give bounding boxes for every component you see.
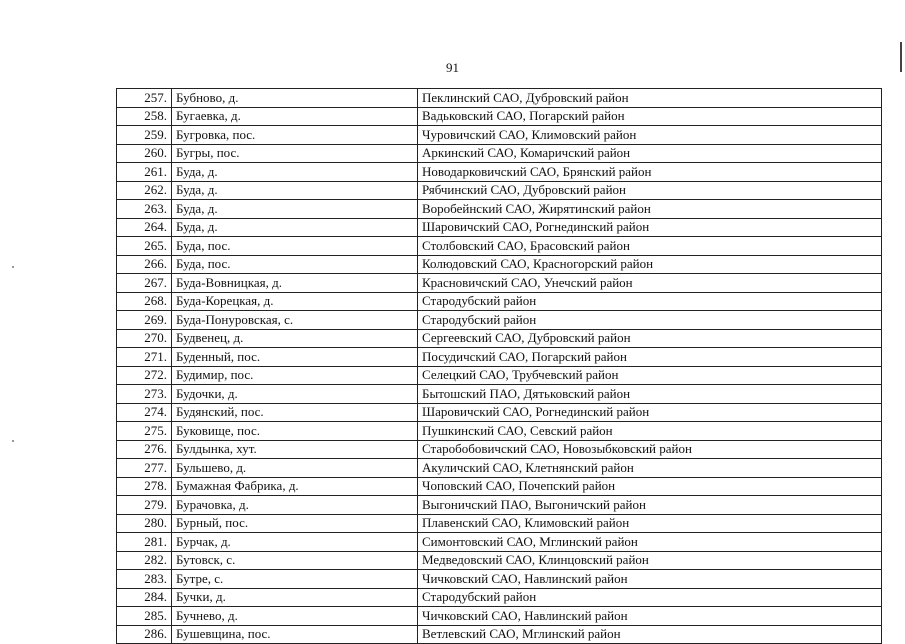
settlement-name: Булдынка, хут. [172, 440, 418, 459]
row-number: 260. [117, 144, 172, 163]
row-number: 270. [117, 329, 172, 348]
table-row [117, 477, 882, 496]
settlement-name: Бушевщина, пос. [172, 625, 418, 644]
administrative-district: Ветлевский САО, Мглинский район [418, 625, 882, 644]
row-number: 266. [117, 255, 172, 274]
table-row [117, 255, 882, 274]
settlement-name: Будвенец, д. [172, 329, 418, 348]
administrative-district: Бытошский ПАО, Дятьковский район [418, 385, 882, 404]
row-number: 279. [117, 496, 172, 515]
settlements-table-body [117, 89, 882, 644]
row-number: 263. [117, 200, 172, 219]
administrative-district: Медведовский САО, Клинцовский район [418, 551, 882, 570]
settlement-name: Буда, д. [172, 163, 418, 182]
settlement-name: Буда, д. [172, 218, 418, 237]
settlement-name: Бучки, д. [172, 588, 418, 607]
administrative-district: Старобобовичский САО, Новозыбковский район [418, 440, 882, 459]
administrative-district: Рябчинский САО, Дубровский район [418, 181, 882, 200]
row-number: 275. [117, 422, 172, 441]
table-row [117, 107, 882, 126]
administrative-district: Вадьковский САО, Погарский район [418, 107, 882, 126]
row-number: 286. [117, 625, 172, 644]
settlement-name: Бумажная Фабрика, д. [172, 477, 418, 496]
table-row [117, 218, 882, 237]
settlement-name: Бутре, с. [172, 570, 418, 589]
row-number: 267. [117, 274, 172, 293]
table-row [117, 533, 882, 552]
row-number: 271. [117, 348, 172, 367]
row-number: 283. [117, 570, 172, 589]
table-row [117, 496, 882, 515]
table-row [117, 200, 882, 219]
table-row [117, 366, 882, 385]
row-number: 259. [117, 126, 172, 145]
row-number: 274. [117, 403, 172, 422]
row-number: 281. [117, 533, 172, 552]
row-number: 265. [117, 237, 172, 256]
settlement-name: Буда, д. [172, 200, 418, 219]
row-number: 269. [117, 311, 172, 330]
table-row [117, 89, 882, 108]
settlement-name: Бучнево, д. [172, 607, 418, 626]
administrative-district: Чуровичский САО, Климовский район [418, 126, 882, 145]
administrative-district: Красновичский САО, Унечский район [418, 274, 882, 293]
administrative-district: Пушкинский САО, Севский район [418, 422, 882, 441]
table-row [117, 348, 882, 367]
table-row [117, 237, 882, 256]
settlements-table [116, 88, 882, 644]
settlement-name: Буковище, пос. [172, 422, 418, 441]
row-number: 285. [117, 607, 172, 626]
administrative-district: Симонтовский САО, Мглинский район [418, 533, 882, 552]
administrative-district: Плавенский САО, Климовский район [418, 514, 882, 533]
table-row [117, 588, 882, 607]
table-row [117, 551, 882, 570]
table-row [117, 607, 882, 626]
administrative-district: Чоповский САО, Почепский район [418, 477, 882, 496]
table-row [117, 570, 882, 589]
administrative-district: Чичковский САО, Навлинский район [418, 607, 882, 626]
administrative-district: Чичковский САО, Навлинский район [418, 570, 882, 589]
settlement-name: Буда, д. [172, 181, 418, 200]
administrative-district: Аркинский САО, Комаричский район [418, 144, 882, 163]
table-row [117, 144, 882, 163]
settlement-name: Буда, пос. [172, 255, 418, 274]
administrative-district: Стародубский район [418, 292, 882, 311]
settlement-name: Бугровка, пос. [172, 126, 418, 145]
row-number: 268. [117, 292, 172, 311]
scan-speck [12, 440, 14, 442]
page-number: 91 [446, 60, 459, 75]
administrative-district: Воробейнский САО, Жирятинский район [418, 200, 882, 219]
administrative-district: Шаровичский САО, Рогнединский район [418, 218, 882, 237]
table-row [117, 514, 882, 533]
row-number: 282. [117, 551, 172, 570]
settlement-name: Бубново, д. [172, 89, 418, 108]
row-number: 280. [117, 514, 172, 533]
settlement-name: Буда, пос. [172, 237, 418, 256]
table-row [117, 385, 882, 404]
row-number: 276. [117, 440, 172, 459]
settlement-name: Буда-Вовницкая, д. [172, 274, 418, 293]
settlement-name: Будянский, пос. [172, 403, 418, 422]
row-number: 264. [117, 218, 172, 237]
settlement-name: Бутовск, с. [172, 551, 418, 570]
table-row [117, 311, 882, 330]
table-row [117, 422, 882, 441]
row-number: 278. [117, 477, 172, 496]
administrative-district: Выгоничский ПАО, Выгоничский район [418, 496, 882, 515]
settlement-name: Бурный, пос. [172, 514, 418, 533]
table-row [117, 329, 882, 348]
row-number: 258. [117, 107, 172, 126]
row-number: 284. [117, 588, 172, 607]
administrative-district: Стародубский район [418, 311, 882, 330]
row-number: 273. [117, 385, 172, 404]
settlement-name: Буда-Корецкая, д. [172, 292, 418, 311]
table-row [117, 126, 882, 145]
administrative-district: Сергеевский САО, Дубровский район [418, 329, 882, 348]
table-row [117, 181, 882, 200]
row-number: 262. [117, 181, 172, 200]
row-number: 261. [117, 163, 172, 182]
row-number: 257. [117, 89, 172, 108]
administrative-district: Шаровичский САО, Рогнединский район [418, 403, 882, 422]
table-row [117, 292, 882, 311]
administrative-district: Стародубский район [418, 588, 882, 607]
table-row [117, 403, 882, 422]
row-number: 277. [117, 459, 172, 478]
settlement-name: Бурачовка, д. [172, 496, 418, 515]
settlement-name: Бугаевка, д. [172, 107, 418, 126]
administrative-district: Пеклинский САО, Дубровский район [418, 89, 882, 108]
settlement-name: Буда-Понуровская, с. [172, 311, 418, 330]
settlement-name: Бугры, пос. [172, 144, 418, 163]
table-row [117, 440, 882, 459]
settlement-name: Будимир, пос. [172, 366, 418, 385]
settlement-name: Бульшево, д. [172, 459, 418, 478]
administrative-district: Акуличский САО, Клетнянский район [418, 459, 882, 478]
administrative-district: Колюдовский САО, Красногорский район [418, 255, 882, 274]
table-row [117, 459, 882, 478]
table-row [117, 625, 882, 644]
administrative-district: Посудичский САО, Погарский район [418, 348, 882, 367]
settlement-name: Будочки, д. [172, 385, 418, 404]
administrative-district: Новодарковичский САО, Брянский район [418, 163, 882, 182]
settlement-name: Бурчак, д. [172, 533, 418, 552]
scan-speck [12, 266, 14, 268]
row-number: 272. [117, 366, 172, 385]
table-row [117, 274, 882, 293]
scan-edge-mark [900, 42, 902, 72]
table-row [117, 163, 882, 182]
settlement-name: Буденный, пос. [172, 348, 418, 367]
administrative-district: Столбовский САО, Брасовский район [418, 237, 882, 256]
administrative-district: Селецкий САО, Трубчевский район [418, 366, 882, 385]
